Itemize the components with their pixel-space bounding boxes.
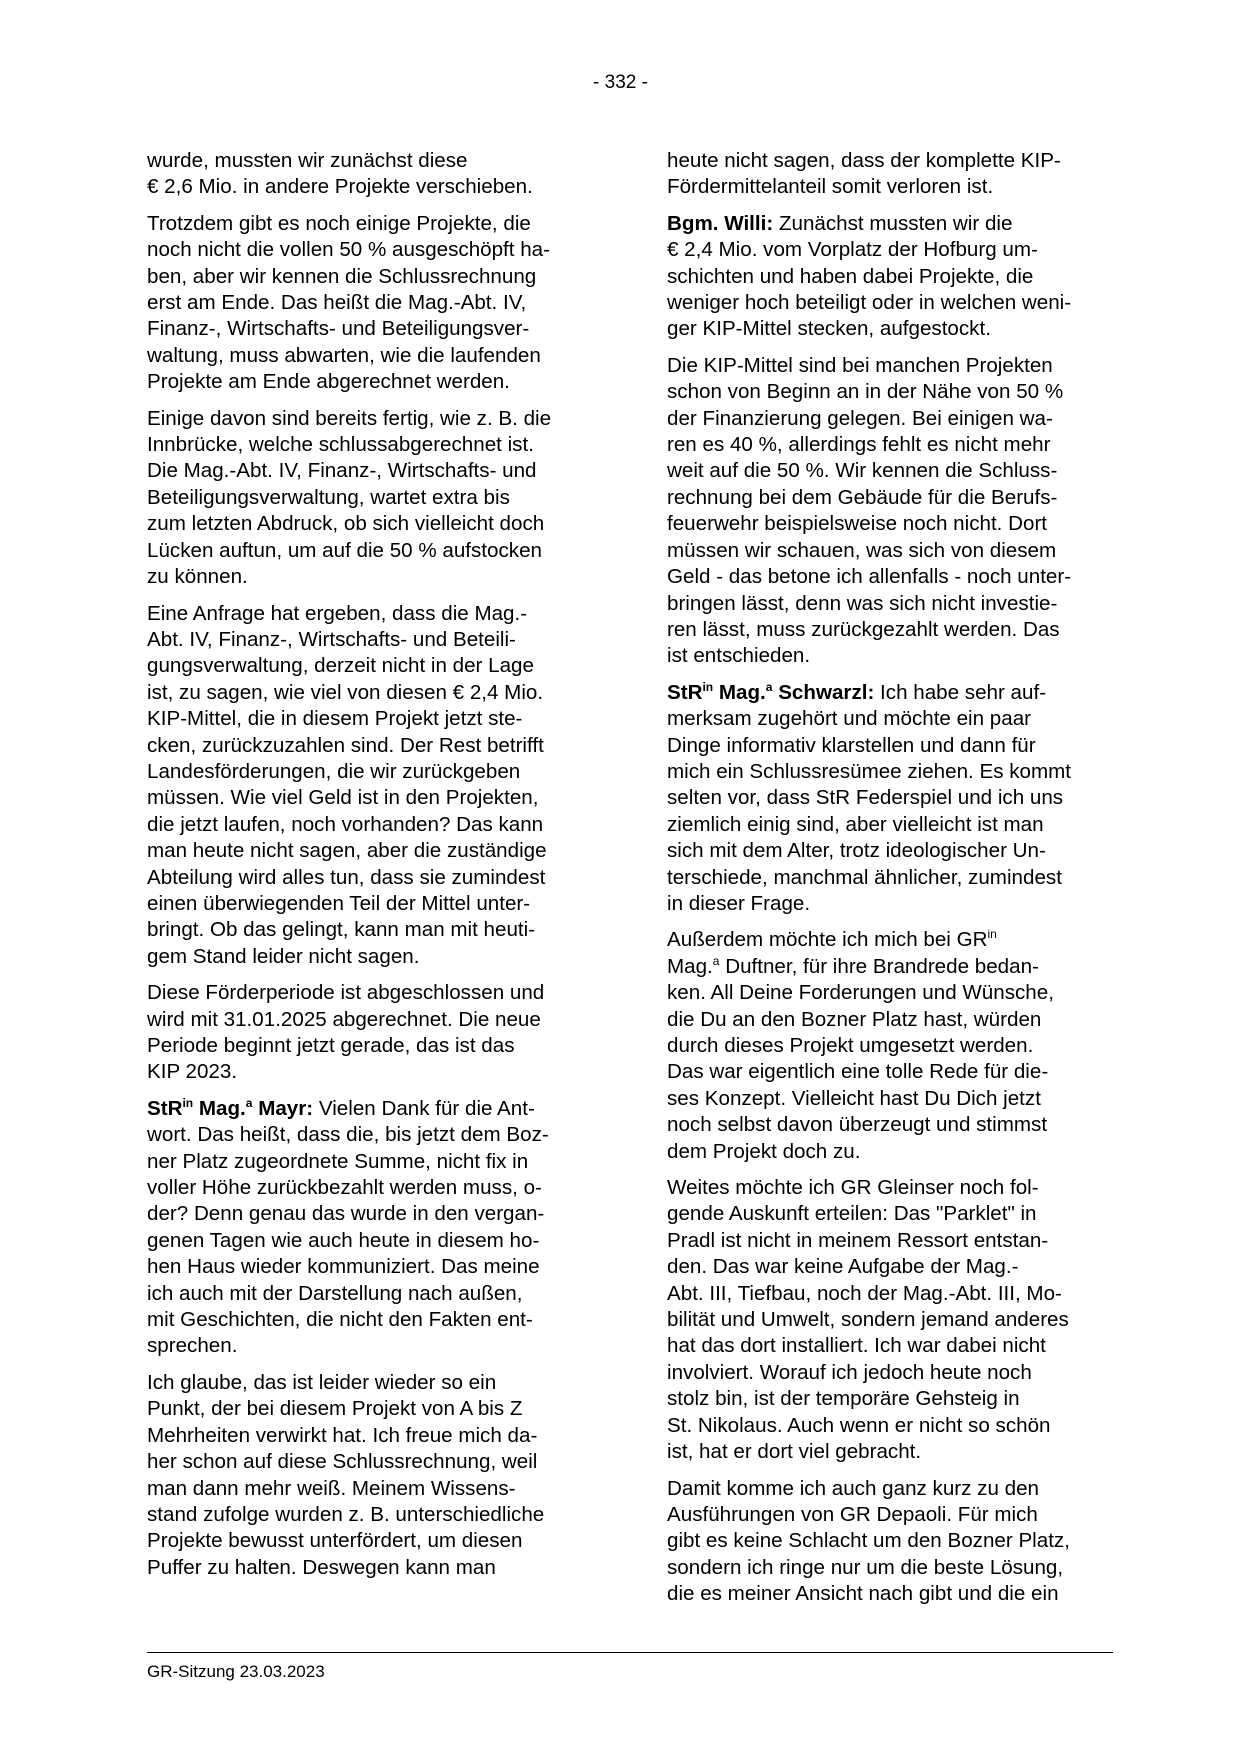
text-line: gende Auskunft erteilen: Das "Parklet" in bbox=[667, 1202, 1037, 1226]
text-line: bringen lässt, denn was sich nicht investie- bbox=[667, 591, 1058, 615]
text-line: schichten und haben dabei Projekte, die bbox=[667, 264, 1034, 288]
paragraph bbox=[147, 406, 593, 591]
text-line: St. Nikolaus. Auch wenn er nicht so schön bbox=[667, 1413, 1051, 1437]
text-line: der? Denn genau das wurde in den vergan- bbox=[147, 1202, 545, 1226]
text-line: ner Platz zugeordnete Summe, nicht fix in bbox=[147, 1149, 529, 1173]
text-line: ren lässt, muss zurückgezahlt werden. Das bbox=[667, 617, 1060, 641]
text-line: Abt. III, Tiefbau, noch der Mag.-Abt. III, Mo- bbox=[667, 1281, 1062, 1305]
text-line: der Finanzierung gelegen. Bei einigen wa- bbox=[667, 406, 1053, 430]
right-column bbox=[667, 148, 1113, 1618]
text-line: KIP-Mittel, die in diesem Projekt jetzt ste- bbox=[147, 707, 523, 731]
text-line: ses Konzept. Vielleicht hast Du Dich jetzt bbox=[667, 1086, 1041, 1110]
text-line: Trotzdem gibt es noch einige Projekte, die bbox=[147, 211, 531, 235]
footer-rule bbox=[147, 1652, 1113, 1653]
text-line: bilität und Umwelt, sondern jemand anderes bbox=[667, 1308, 1069, 1332]
text-line: Die Mag.-Abt. IV, Finanz-, Wirtschafts- und bbox=[147, 459, 537, 483]
text-line: Lücken auftun, um auf die 50 % aufstocken bbox=[147, 538, 542, 562]
text-line: Ich glaube, das ist leider wieder so ein bbox=[147, 1370, 497, 1394]
text-line: Abt. IV, Finanz-, Wirtschafts- und Beteili- bbox=[147, 627, 516, 651]
text-line: zu können. bbox=[147, 565, 248, 589]
text-line: Ausführungen von GR Depaoli. Für mich bbox=[667, 1502, 1038, 1526]
text-line: wird mit 31.01.2025 abgerechnet. Die neue bbox=[147, 1007, 541, 1031]
text-line: terschiede, manchmal ähnlicher, zumindest bbox=[667, 865, 1062, 889]
text-line: weniger hoch beteiligt oder in welchen weni- bbox=[667, 291, 1072, 315]
text-line: Eine Anfrage hat ergeben, dass die Mag.- bbox=[147, 601, 528, 625]
speaker-name: StR$^{in}$ Mag.$^a$ Schwarzl: bbox=[667, 679, 875, 704]
text-line: genen Tagen wie auch heute in diesem ho- bbox=[147, 1228, 540, 1252]
text-line: Das war eigentlich eine tolle Rede für die- bbox=[667, 1060, 1049, 1084]
text-line: Fördermittelanteil somit verloren ist. bbox=[667, 175, 994, 199]
text-line: rechnung bei dem Gebäude für die Berufs- bbox=[667, 485, 1058, 509]
text-line: Einige davon sind bereits fertig, wie z. B. die bbox=[147, 406, 552, 430]
text-line: heute nicht sagen, dass der komplette KIP- bbox=[667, 149, 1061, 172]
footer-text: GR-Sitzung 23.03.2023 bbox=[147, 1662, 325, 1681]
text-line: Dinge informativ klarstellen und dann für bbox=[667, 733, 1036, 757]
text-line: den. Das war keine Aufgabe der Mag.- bbox=[667, 1255, 1019, 1279]
text-line: Abteilung wird alles tun, dass sie zumindest bbox=[147, 865, 546, 889]
text-line: Punkt, der bei diesem Projekt von A bis Z bbox=[147, 1397, 523, 1421]
text-line: wort. Das heißt, dass die, bis jetzt dem Boz- bbox=[147, 1123, 549, 1147]
text-line: man heute nicht sagen, aber die zuständige bbox=[147, 839, 547, 863]
text-line: Landesförderungen, die wir zurückgeben bbox=[147, 759, 521, 783]
text-line: ist, hat er dort viel gebracht. bbox=[667, 1440, 922, 1464]
text-line: ich auch mit der Darstellung nach außen, bbox=[147, 1281, 523, 1305]
paragraph: Bgm. Willi: Zunächst mussten wir die € 2,4 Mio. vom Vorplatz der Hofburg um- schichten und haben dabei Projekte, die weniger hoch beteiligt oder in welchen weni- ger KIP-Mittel stecken, aufgestockt. bbox=[667, 211, 1072, 341]
text-line: Projekte bewusst unterfördert, um diesen bbox=[147, 1529, 523, 1553]
text-line: Die KIP-Mittel sind bei manchen Projekten bbox=[667, 353, 1053, 377]
text-line: € 2,4 Mio. vom Vorplatz der Hofburg um- bbox=[667, 238, 1038, 262]
text-line: erst am Ende. Das heißt die Mag.-Abt. IV, bbox=[147, 291, 527, 315]
text-line: ist entschieden. bbox=[667, 644, 811, 668]
paragraph bbox=[667, 1476, 1113, 1608]
text-line: mich ein Schlussresümee ziehen. Es kommt bbox=[667, 759, 1072, 783]
text-line: zum letzten Abdruck, ob sich vielleicht doch bbox=[147, 512, 545, 536]
text-line: Diese Förderperiode ist abgeschlossen und bbox=[147, 981, 545, 1005]
speaker-name: Bgm. Willi: bbox=[667, 211, 774, 235]
text-line: ger KIP-Mittel stecken, aufgestockt. bbox=[667, 317, 991, 341]
text-line: ist, zu sagen, wie viel von diesen € 2,4 Mio. bbox=[147, 680, 544, 704]
text-line: Innbrücke, welche schlussabgerechnet ist. bbox=[147, 433, 534, 457]
text-line: gibt es keine Schlacht um den Bozner Platz, bbox=[667, 1529, 1070, 1553]
text-line: voller Höhe zurückbezahlt werden muss, o- bbox=[147, 1176, 542, 1200]
text-line: selten vor, dass StR Federspiel und ich uns bbox=[667, 786, 1064, 810]
text-line: her schon auf diese Schlussrechnung, weil bbox=[147, 1450, 538, 1474]
paragraph bbox=[147, 211, 593, 396]
text-line: Puffer zu halten. Deswegen kann man bbox=[147, 1555, 496, 1579]
paragraph bbox=[147, 148, 593, 201]
paragraph bbox=[667, 1175, 1113, 1465]
text-line: sprechen. bbox=[147, 1334, 238, 1358]
text-line: sich mit dem Alter, trotz ideologischer Un- bbox=[667, 839, 1046, 863]
paragraph bbox=[667, 148, 1113, 201]
text-line: schon von Beginn an in der Nähe von 50 % bbox=[667, 380, 1064, 404]
text-line: Weites möchte ich GR Gleinser noch fol- bbox=[667, 1176, 1039, 1200]
text-line: Geld - das betone ich allenfalls - noch unter- bbox=[667, 565, 1072, 589]
text-line: gem Stand leider nicht sagen. bbox=[147, 944, 420, 968]
paragraph bbox=[147, 1370, 593, 1581]
text-line: in dieser Frage. bbox=[667, 891, 811, 915]
text-line: mit Geschichten, die nicht den Fakten ent- bbox=[147, 1308, 533, 1332]
text-line: müssen wir schauen, was sich von diesem bbox=[667, 538, 1057, 562]
speaker-name: StR$^{in}$ Mag.$^a$ Mayr: bbox=[147, 1095, 314, 1120]
text-line: noch selbst davon überzeugt und stimmst bbox=[667, 1113, 1048, 1137]
text-line: gungsverwaltung, derzeit nicht in der Lage bbox=[147, 654, 534, 678]
text-line: hen Haus wieder kommuniziert. Das meine bbox=[147, 1255, 540, 1279]
paragraph bbox=[147, 980, 593, 1086]
text-line: feuerwehr beispielsweise noch nicht. Dort bbox=[667, 512, 1048, 536]
paragraph: StR$^{in}$ Mag.$^a$ Mayr: Vielen Dank für die Ant- wort. Das heißt, dass die, bis jetzt dem Boz- ner Platz zugeordnete Summe, nicht fix in voller Höhe zurückbezahlt werden muss, o- der? Denn genau das wurde in den vergan- genen Tagen wie auch heute in diesem ho- hen Haus wieder kommuniziert. Das meine ich auch mit der Darstellung nach außen, mit Geschichten, die nicht den Fakten ent- sprechen. bbox=[147, 1095, 549, 1358]
left-column bbox=[147, 148, 593, 1591]
page-number: - 332 - bbox=[593, 72, 648, 93]
text-line: KIP 2023. bbox=[147, 1060, 238, 1084]
text-line: stolz bin, ist der temporäre Gehsteig in bbox=[667, 1387, 1020, 1411]
text-line: € 2,6 Mio. in andere Projekte verschieben. bbox=[147, 175, 533, 199]
paragraph: Außerdem möchte ich mich bei $GR^{in}$ Mag.$^a$ Duftner, für ihre Brandrede bedan- ken. All Deine Forderungen und Wünsche, die Du an den Bozner Platz hast, würden durch dieses Projekt umgesetzt werden. Das war eigentlich eine tolle Rede für die- ses Konzept. Vielleicht hast Du Dich jetzt noch selbst davon überzeugt und stimmst dem Projekt doch zu. bbox=[667, 927, 1054, 1163]
text-line: bringt. Ob das gelingt, kann man mit heuti- bbox=[147, 918, 536, 942]
text-line: Pradl ist nicht in meinem Ressort entstan- bbox=[667, 1228, 1049, 1252]
text-line: noch nicht die vollen 50 % ausgeschöpft ha- bbox=[147, 238, 550, 262]
text-line: dem Projekt doch zu. bbox=[667, 1139, 861, 1163]
text-line: durch dieses Projekt umgesetzt werden. bbox=[667, 1034, 1034, 1057]
text-line: Mehrheiten verwirkt hat. Ich freue mich da- bbox=[147, 1423, 538, 1447]
text-line: Finanz-, Wirtschafts- und Beteiligungsver- bbox=[147, 317, 530, 341]
text-line: man dann mehr weiß. Meinem Wissens- bbox=[147, 1476, 516, 1500]
text-line: die Du an den Bozner Platz hast, würden bbox=[667, 1007, 1042, 1031]
text-line: die jetzt laufen, noch vorhanden? Das kann bbox=[147, 812, 544, 836]
text-line: sondern ich ringe nur um die beste Lösung, bbox=[667, 1555, 1064, 1579]
text-line: die es meiner Ansicht nach gibt und die ein bbox=[667, 1582, 1059, 1606]
text-line: weit auf die 50 %. Wir kennen die Schluss- bbox=[667, 459, 1058, 483]
text-line: involviert. Worauf ich jedoch heute noch bbox=[667, 1360, 1032, 1384]
paragraph bbox=[147, 601, 593, 971]
text-line: merksam zugehört und möchte ein paar bbox=[667, 707, 1032, 731]
text-line: Projekte am Ende abgerechnet werden. bbox=[147, 370, 510, 394]
text-line: Periode beginnt jetzt gerade, das ist das bbox=[147, 1034, 515, 1057]
text-line: stand zufolge wurden z. B. unterschiedliche bbox=[147, 1502, 545, 1526]
paragraph bbox=[667, 353, 1113, 670]
text-line: ben, aber wir kennen die Schlussrechnung bbox=[147, 264, 537, 288]
paragraph: StR$^{in}$ Mag.$^a$ Schwarzl: Ich habe sehr auf- merksam zugehört und möchte ein paar Dinge informativ klarstellen und dann für mich ein Schlussresümee ziehen. Es kommt selten vor, dass StR Federspiel und ich uns ziemlich einig sind, aber vielleicht ist man sich mit dem Alter, trotz ideologischer Un- terschiede, manchmal ähnlicher, zumindest in dieser Frage. bbox=[667, 679, 1072, 915]
text-line: ken. All Deine Forderungen und Wünsche, bbox=[667, 981, 1054, 1005]
text-line: hat das dort installiert. Ich war dabei nicht bbox=[667, 1334, 1046, 1358]
text-line: wurde, mussten wir zunächst diese bbox=[147, 149, 468, 172]
text-line: cken, zurückzuzahlen sind. Der Rest betrifft bbox=[147, 733, 544, 757]
text-line: ren es 40 %, allerdings fehlt es nicht mehr bbox=[667, 433, 1051, 457]
text-line: müssen. Wie viel Geld ist in den Projekten, bbox=[147, 786, 539, 810]
text-line: einen überwiegenden Teil der Mittel unter- bbox=[147, 891, 531, 915]
text-line: ziemlich einig sind, aber vielleicht ist man bbox=[667, 812, 1044, 836]
text-line: waltung, muss abwarten, wie die laufenden bbox=[147, 343, 541, 367]
text-line: Beteiligungsverwaltung, wartet extra bis bbox=[147, 485, 510, 509]
text-line: Damit komme ich auch ganz kurz zu den bbox=[667, 1476, 1039, 1500]
